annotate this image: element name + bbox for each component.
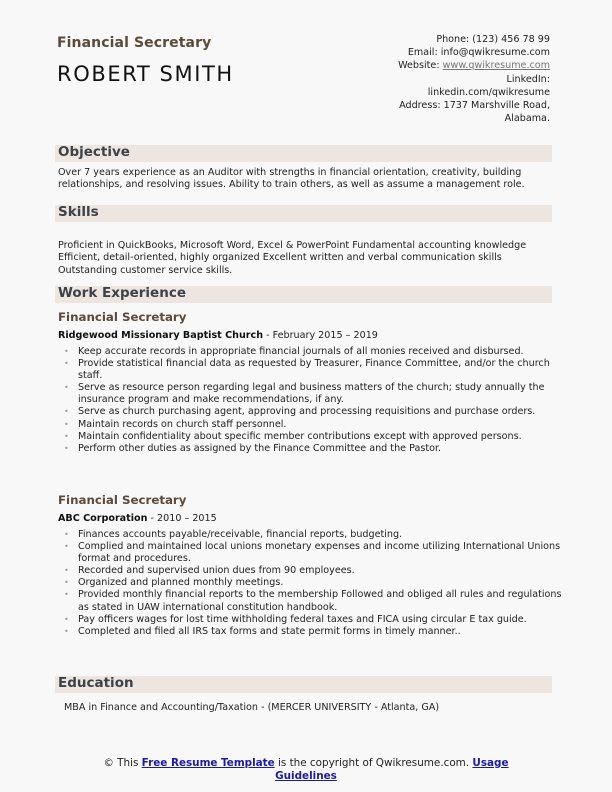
job-dates: - 2010 – 2015 [147, 513, 217, 524]
list-item: • Pay officers wages for lost time withholding federal taxes and FICA using circular E tax guide. [78, 614, 572, 626]
footer-prefix: © This [103, 757, 142, 769]
website-link[interactable]: www.qwikresume.com [442, 60, 550, 72]
candidate-name: ROBERT SMITH [57, 62, 234, 86]
skills-text: Proficient in QuickBooks, Microsoft Word, Excel & PowerPoint Fundamental accounting knowledge Efficient, detail-oriented, highly organized Excellent written and verbal communication skills Outstanding customer service skills. [58, 240, 527, 276]
list-item: • Complied and maintained local unions monetary expenses and income utilizing International Unions format and procedures. [78, 541, 572, 565]
company-name: Ridgewood Missionary Baptist Church [58, 330, 264, 341]
list-item: • Perform other duties as assigned by the Finance Committee and the Pastor. [78, 443, 572, 455]
contact-block [330, 33, 550, 125]
list-item: • Serve as resource person regarding legal and business matters of the church; study annually the insurance program and make recommendations, if any. [78, 382, 572, 406]
contact-website [330, 59, 550, 72]
contact-address-line1: Address: 1737 Marshville Road, [399, 100, 550, 112]
list-item: • Maintain confidentiality about specific member contributions except with approved persons. [78, 431, 572, 443]
duties-list [58, 346, 572, 455]
contact-address-line2: Alabama. [504, 113, 550, 125]
contact-linkedin-value: linkedin.com/qwikresume [427, 86, 550, 98]
header-job-title: Financial Secretary [57, 35, 212, 51]
job-title: Financial Secretary [58, 493, 187, 507]
company-name: ABC Corporation [58, 513, 148, 524]
section-title: Objective [58, 144, 130, 160]
job-company-line [58, 513, 217, 524]
education-text: MBA in Finance and Accounting/Taxation - (MERCER UNIVERSITY - Atlanta, GA) [64, 702, 440, 713]
job-title: Financial Secretary [58, 310, 187, 324]
section-header-skills [55, 205, 552, 222]
copyright-footer [80, 757, 532, 783]
list-item: • Serve as church purchasing agent, approving and processing requisitions and purchase orders. [78, 406, 572, 418]
resume-header [57, 35, 552, 135]
list-item: • Provide statistical financial data as requested by Treasurer, Finance Committee, and/or the church staff. [78, 358, 572, 382]
list-item: • Keep accurate records in appropriate financial journals of all monies received and disbursed. [78, 346, 572, 358]
section-title: Work Experience [58, 285, 186, 301]
section-header-education [55, 676, 552, 693]
list-item: • Completed and filed all IRS tax forms and state permit forms in timely manner.. [78, 626, 572, 638]
list-item: • Organized and planned monthly meetings. [78, 577, 572, 589]
website-label: Website: [398, 60, 443, 72]
footer-middle: is the copyright of Qwikresume.com. [274, 757, 473, 769]
objective-text: Over 7 years experience as an Auditor with strengths in financial orientation, creativity, building relationships, and resolving issues. Ability to train others, as well as assume a management role. [58, 167, 525, 191]
list-item: • Recorded and supervised union dues from 90 employees. [78, 565, 572, 577]
section-title: Skills [58, 204, 99, 220]
section-header-objective [55, 145, 552, 162]
section-title: Education [58, 675, 134, 691]
duties-list [58, 529, 572, 638]
list-item: • Provided monthly financial reports to the membership Followed and obliged all rules and regulations as stated in UAW international constitution handbook. [78, 589, 572, 613]
section-header-work-experience [55, 286, 552, 303]
list-item: • Finances accounts payable/receivable, financial reports, budgeting. [78, 529, 572, 541]
contact-phone: Phone: (123) 456 78 99 [436, 34, 550, 45]
contact-email: Email: info@qwikresume.com [407, 47, 550, 59]
list-item: • Maintain records on church staff personnel. [78, 419, 572, 431]
free-resume-template-link[interactable]: Free Resume Template [141, 757, 275, 769]
contact-linkedin-label: LinkedIn: [506, 73, 550, 85]
job-company-line [58, 330, 378, 341]
usage-guidelines-link[interactable]: Usage Guidelines [275, 757, 509, 782]
job-dates: - February 2015 – 2019 [263, 330, 378, 341]
